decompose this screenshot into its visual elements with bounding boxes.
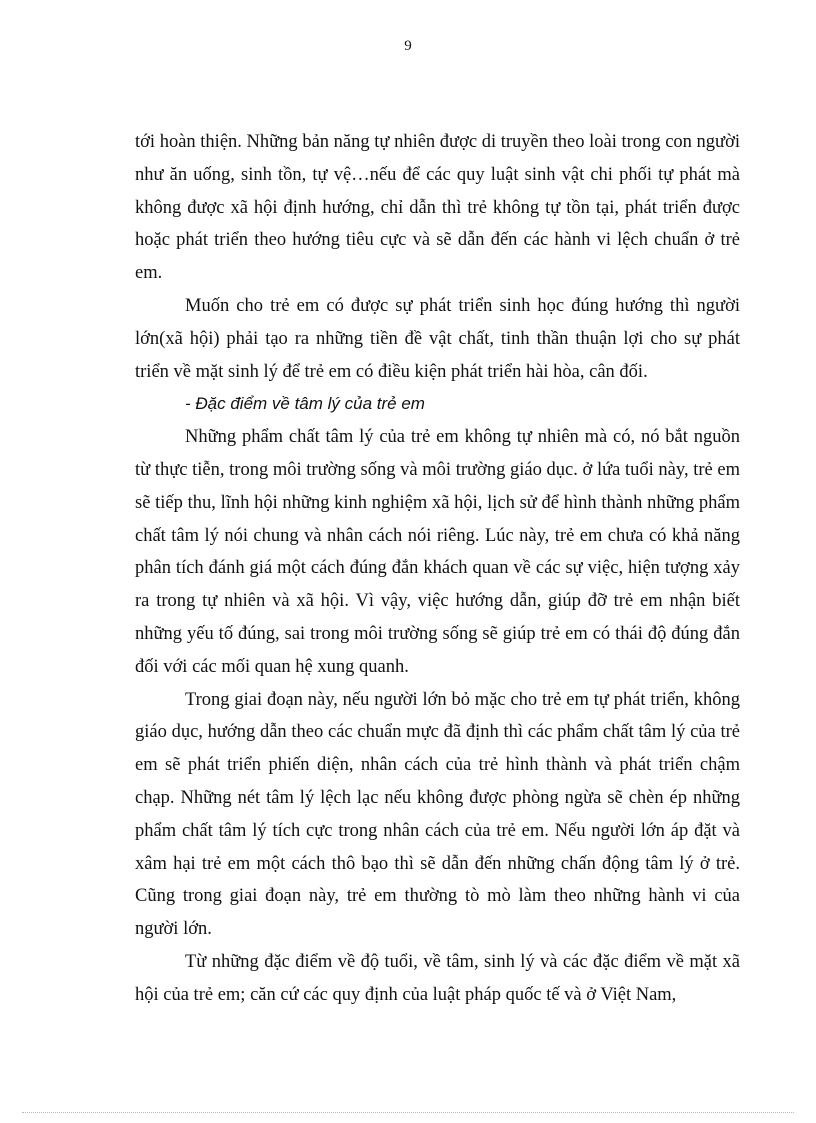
paragraph: Muốn cho trẻ em có được sự phát triển sinh học đúng hướng thì người lớn(xã hội) phải tạo ra những tiền đề vật chất, tinh thần thuận lợi cho sự phát triển về mặt sinh lý để trẻ em có điều kiện phát triển hài hòa, cân đối. <box>135 295 740 382</box>
paragraph: Trong giai đoạn này, nếu người lớn bỏ mặc cho trẻ em tự phát triển, không giáo dục, hướng dẫn theo các chuẩn mực đã định thì các phẩm chất tâm lý của trẻ em sẽ phát triển phiến diện, nhân cách của trẻ hình thành và phát triển chậm chạp. Những nét tâm lý lệch lạc nếu không được phòng ngừa sẽ chèn ép những phẩm chất tâm lý tích cực trong nhân cách của trẻ em. Nếu người lớn áp đặt và xâm hại trẻ em một cách thô bạo thì sẽ dẫn đến những chấn động tâm lý ở trẻ. Cũng trong giai đoạn này, trẻ em thường tò mò làm theo những hành vi của người lớn. <box>135 689 740 940</box>
section-heading: - Đặc điểm về tâm lý của trẻ em <box>185 394 425 414</box>
paragraph-continuation: tới hoàn thiện. Những bản năng tự nhiên được di truyền theo loài trong con người như ăn uống, sinh tồn, tự vệ…nếu để các quy luật sinh vật chi phối tự phát mà không được xã hội định hướng, chỉ dẫn thì trẻ không tự tồn tại, phát triển được hoặc phát triển theo hướng tiêu cực và sẽ dẫn đến các hành vi lệch chuẩn ở trẻ em. <box>135 132 740 284</box>
paragraph: Những phẩm chất tâm lý của trẻ em không tự nhiên mà có, nó bắt nguồn từ thực tiễn, trong môi trường sống và môi trường giáo dục. ở lứa tuổi này, trẻ em sẽ tiếp thu, lĩnh hội những kinh nghiệm xã hội, lịch sử để hình thành những phẩm chất tâm lý nói chung và nhân cách nói riêng. Lúc này, trẻ em chưa có khả năng phân tích đánh giá một cách đúng đắn khách quan về các sự việc, hiện tượng xảy ra trong tự nhiên và xã hội. Vì vậy, việc hướng dẫn, giúp đỡ trẻ em nhận biết những yếu tố đúng, sai trong môi trường sống sẽ giúp trẻ em có thái độ đúng đắn đối với các mối quan hệ xung quanh. <box>135 427 740 677</box>
paragraph: Từ những đặc điểm về độ tuổi, về tâm, sinh lý và các đặc điểm về mặt xã hội của trẻ em; căn cứ các quy định của luật pháp quốc tế và ở Việt Nam, <box>135 951 740 1005</box>
page-number: 9 <box>404 38 412 54</box>
page-bottom-divider <box>22 1112 794 1113</box>
document-body <box>135 126 740 1012</box>
